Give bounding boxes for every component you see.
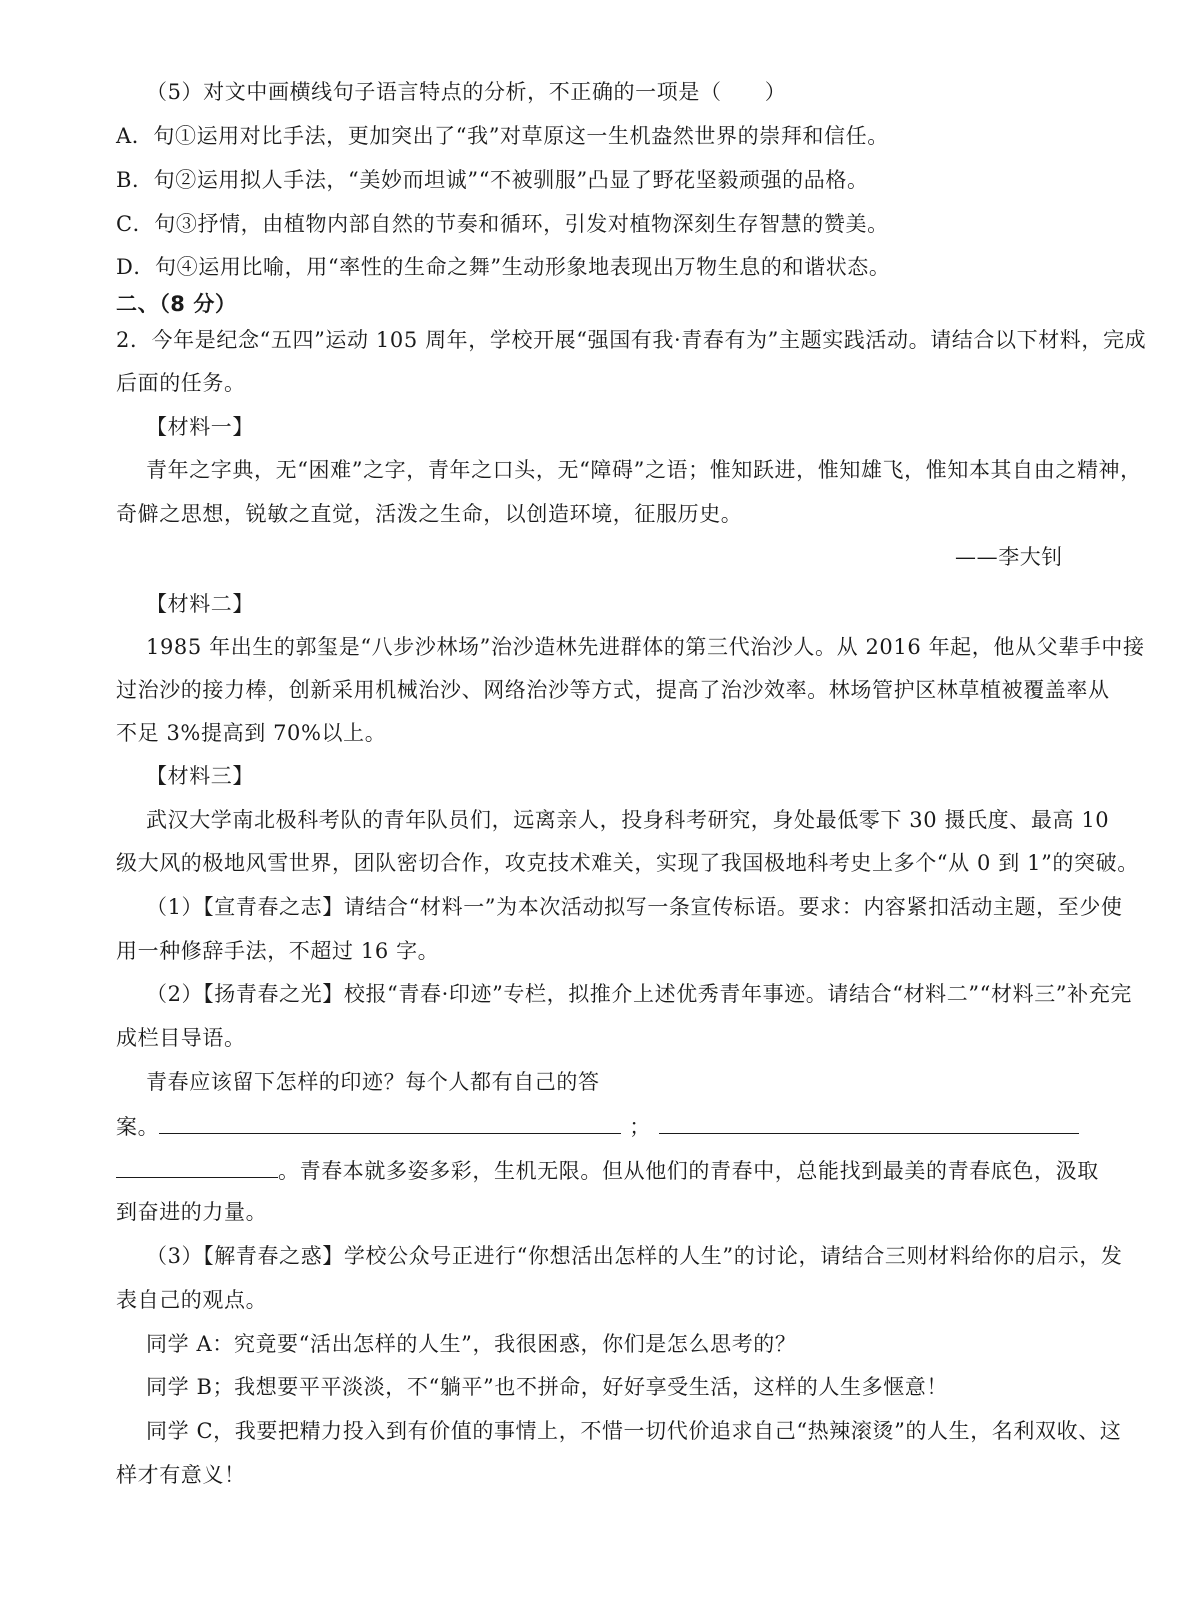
material-3-text-cont: 级大风的极地风雪世界，团队密切合作，攻克技术难关，实现了我国极地科考史上多个“从 0 到 1”的突破。: [116, 851, 1139, 875]
task-2-prompt: （2）【扬青春之光】校报“青春·印迹”专栏，拟推介上述优秀青年事迹。请结合“材料二”“材料三”补充完: [146, 982, 1132, 1006]
option-d: D．句④运用比喻，用“率性的生命之舞”生动形象地表现出万物生息的和谐状态。: [116, 255, 891, 279]
material-1-text-cont: 奇僻之思想，锐敏之直觉，活泼之生命，以创造环境，征服历史。: [116, 502, 743, 526]
material-2-text-end: 不足 3%提高到 70%以上。: [116, 721, 387, 745]
answer-blank-2[interactable]: [659, 1111, 1079, 1134]
option-a: A．句①运用对比手法，更加突出了“我”对草原这一生机盎然世界的崇拜和信任。: [116, 124, 889, 148]
question-2-intro-cont: 后面的任务。: [116, 371, 246, 395]
answer-blank-3[interactable]: [116, 1155, 278, 1178]
material-2-text: 1985 年出生的郭玺是“八步沙林场”治沙造林先进群体的第三代治沙人。从 2016 年起，他从父辈手中接: [146, 635, 1145, 659]
material-2-title: 【材料二】: [146, 592, 254, 616]
task-1-prompt-cont: 用一种修辞手法，不超过 16 字。: [116, 939, 440, 963]
material-1-text: 青年之字典，无“困难”之字，青年之口头，无“障碍”之语；惟知跃进，惟知雄飞，惟知本其自由之精神，: [146, 458, 1142, 482]
task-2-answer-line-2: [116, 1155, 1099, 1185]
material-1-author: ——李大钊: [955, 545, 1063, 569]
task-2-answer-line: [116, 1111, 1079, 1141]
task-2-lead: 青春应该留下怎样的印迹？每个人都有自己的答: [146, 1070, 600, 1094]
task-2-semicolon: ；: [629, 1115, 651, 1139]
task-2-lead-end: 到奋进的力量。: [116, 1200, 268, 1224]
option-b: B．句②运用拟人手法，“美妙而坦诚”“不被驯服”凸显了野花坚毅顽强的品格。: [116, 168, 869, 192]
task-2-lead-cont: 。青春本就多姿多彩，生机无限。但从他们的青春中，总能找到最美的青春底色，汲取: [278, 1159, 1099, 1183]
material-2-text-cont: 过治沙的接力棒，创新采用机械治沙、网络治沙等方式，提高了治沙效率。林场管护区林草植被覆盖率从: [116, 678, 1110, 702]
question-2-intro: 2．今年是纪念“五四”运动 105 周年，学校开展“强国有我·青春有为”主题实践活动。请结合以下材料，完成: [116, 328, 1147, 352]
task-2-prompt-cont: 成栏目导语。: [116, 1026, 246, 1050]
task-3-prompt-cont: 表自己的观点。: [116, 1288, 268, 1312]
answer-blank-1[interactable]: [159, 1111, 621, 1134]
question-5-stem: （5）对文中画横线句子语言特点的分析，不正确的一项是（ ）: [146, 80, 787, 104]
student-c-remark-cont: 样才有意义！: [116, 1463, 246, 1487]
student-a-remark: 同学 A：究竟要“活出怎样的人生”，我很困惑，你们是怎么思考的？: [146, 1332, 797, 1356]
student-c-remark: 同学 C，我要把精力投入到有价值的事情上，不惜一切代价追求自己“热辣滚烫”的人生，名利双收、这: [146, 1419, 1122, 1443]
material-1-title: 【材料一】: [146, 415, 254, 439]
option-c: C．句③抒情，由植物内部自然的节奏和循环，引发对植物深刻生存智慧的赞美。: [116, 212, 889, 236]
material-3-text: 武汉大学南北极科考队的青年队员们，远离亲人，投身科考研究，身处最低零下 30 摄氏度、最高 10: [146, 808, 1110, 832]
material-3-title: 【材料三】: [146, 764, 254, 788]
task-2-answer-prefix: 案。: [116, 1115, 160, 1139]
task-3-prompt: （3）【解青春之惑】学校公众号正进行“你想活出怎样的人生”的讨论，请结合三则材料给你的启示，发: [146, 1244, 1123, 1268]
section-heading: 二、（8 分）: [116, 292, 237, 316]
task-1-prompt: （1）【宣青春之志】请结合“材料一”为本次活动拟写一条宣传标语。要求：内容紧扣活动主题，至少使: [146, 895, 1123, 919]
student-b-remark: 同学 B；我想要平平淡淡，不“躺平”也不拼命，好好享受生活，这样的人生多惬意！: [146, 1375, 948, 1399]
